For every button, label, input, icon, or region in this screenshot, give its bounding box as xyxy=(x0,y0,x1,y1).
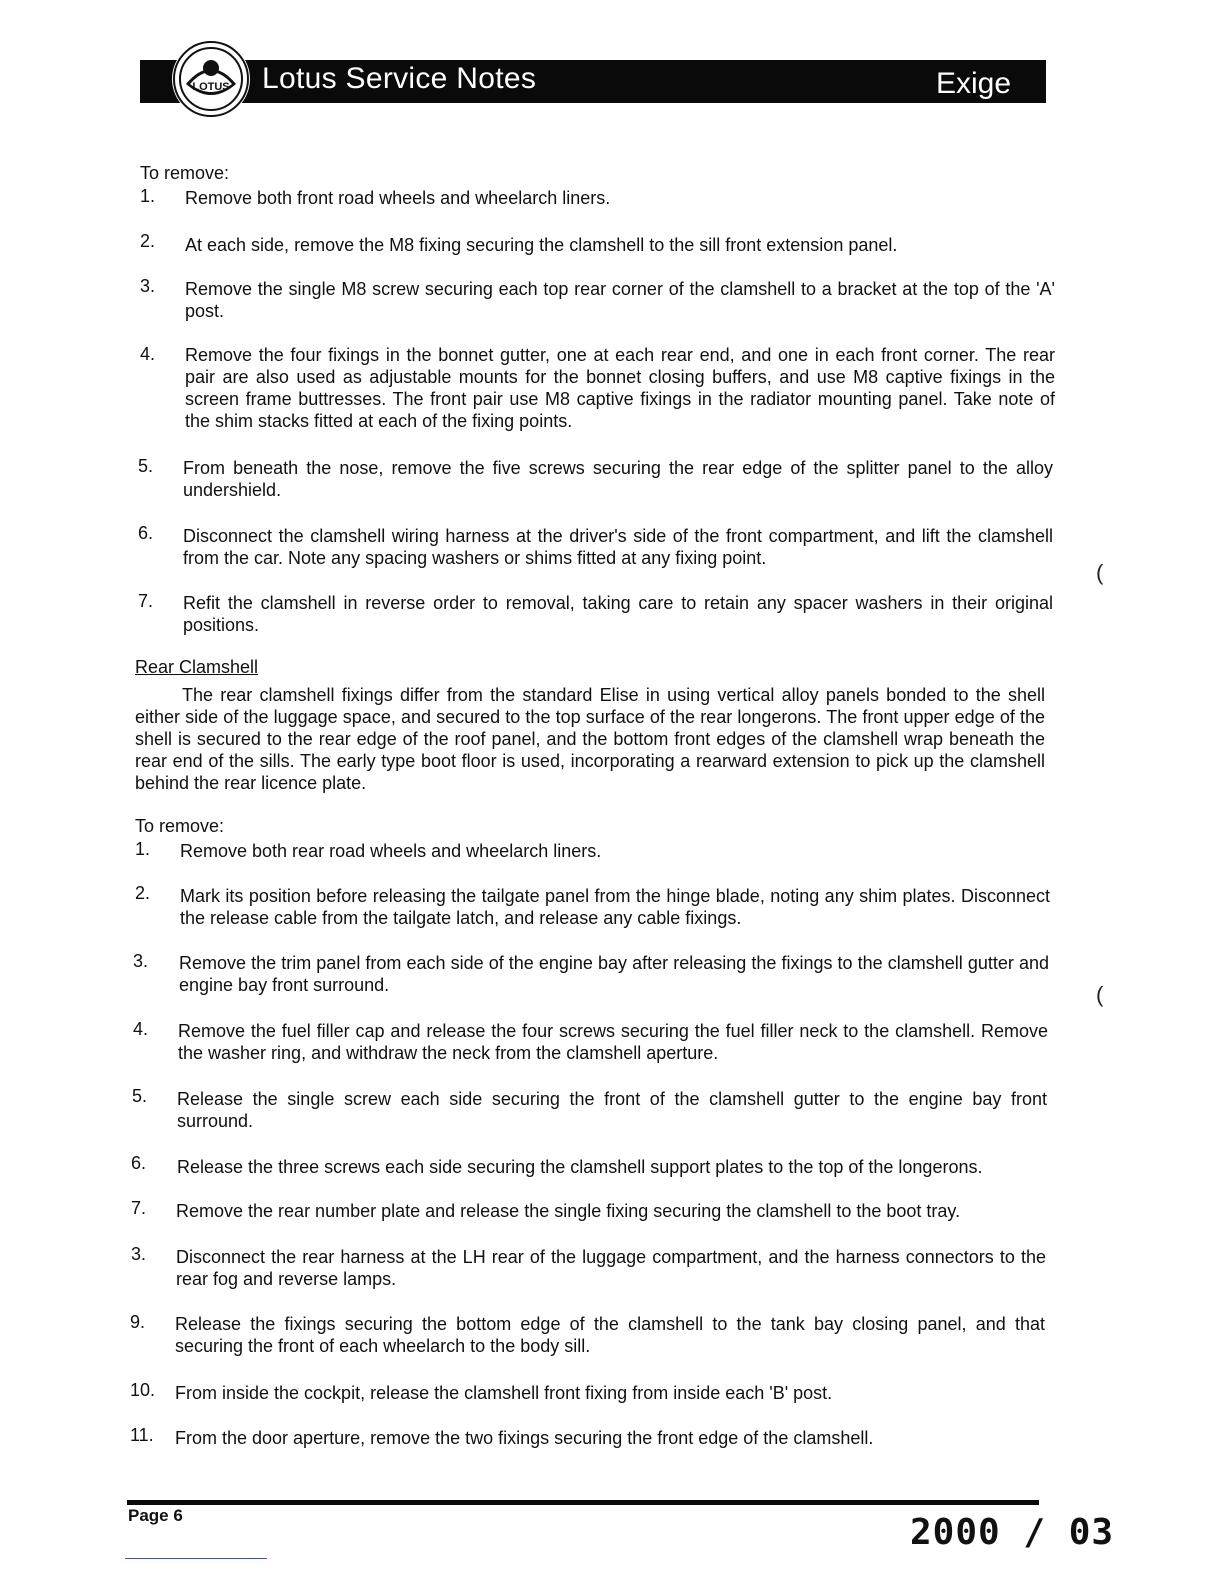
front-item-text: At each side, remove the M8 fixing securing the clamshell to the sill front extension panel. xyxy=(185,235,898,255)
rear-item-text: Mark its position before releasing the tailgate panel from the hinge blade, noting any shim plates. Disconnect the release cable from the tailgate latch, and release any cable fixings. xyxy=(180,886,1050,928)
rear-item-number: 2. xyxy=(135,883,151,903)
rear-item-text: Remove the rear number plate and release the single fixing securing the clamshell to the boot tray. xyxy=(176,1201,961,1221)
front-item-text: Disconnect the clamshell wiring harness at the driver's side of the front compartment, and lift the clamshell from the car. Note any spacing washers or shims fitted at any fixing point. xyxy=(183,526,1053,568)
rear-item-number: 3. xyxy=(131,1244,147,1264)
front-item-number: 3. xyxy=(140,276,156,296)
bottom-underline xyxy=(125,1558,267,1559)
page-number: Page 6 xyxy=(128,1506,183,1525)
footer-rule xyxy=(127,1500,1039,1505)
front-item-text: Remove the single M8 screw securing each top rear corner of the clamshell to a bracket at the top of the 'A' post. xyxy=(185,279,1055,321)
rear-item-text: From the door aperture, remove the two fixings securing the front edge of the clamshell. xyxy=(175,1428,874,1448)
front-to-remove-label: To remove: xyxy=(140,163,230,183)
rear-item-text: Remove the fuel filler cap and release the four screws securing the fuel filler neck to the clamshell. Remove the washer ring, and withdraw the neck from the clamshell aperture. xyxy=(178,1021,1048,1063)
header-model: Exige xyxy=(936,67,1012,100)
rear-item-text: Remove the trim panel from each side of the engine bay after releasing the fixings to the clamshell gutter and engine bay front surround. xyxy=(179,953,1049,995)
rear-intro-paragraph: The rear clamshell fixings differ from the standard Elise in using vertical alloy panels bonded to the shell either side of the luggage space, and secured to the top surface of the rear longerons. The front upper edge of the shell is secured to the rear edge of the roof panel, and the bottom front edges of the clamshell wrap beneath the rear end of the sills. The early type boot floor is used, incorporating a rearward extension to pick up the clamshell behind the rear licence plate. xyxy=(135,685,1045,793)
rear-item-text: Release the three screws each side securing the clamshell support plates to the top of the longerons. xyxy=(177,1157,983,1177)
rear-item-number: 5. xyxy=(132,1086,148,1106)
rear-item-text: Release the single screw each side securing the front of the clamshell gutter to the engine bay front surround. xyxy=(177,1089,1047,1131)
rear-item-number: 9. xyxy=(130,1312,146,1332)
front-item-number: 6. xyxy=(138,523,154,543)
front-item-text: From beneath the nose, remove the five screws securing the rear edge of the splitter panel to the alloy undershield. xyxy=(183,458,1053,500)
front-item-number: 2. xyxy=(140,231,156,251)
rear-item-number: 3. xyxy=(133,951,149,971)
svg-text:LOTUS: LOTUS xyxy=(192,81,230,93)
front-item-number: 5. xyxy=(138,456,154,476)
rear-item-number: 11. xyxy=(130,1425,154,1445)
rear-item-number: 4. xyxy=(133,1019,149,1039)
rear-to-remove-label: To remove: xyxy=(135,816,225,836)
rear-item-number: 1. xyxy=(135,839,151,859)
front-item-text: Refit the clamshell in reverse order to removal, taking care to retain any spacer washers in their original positions. xyxy=(183,593,1053,635)
lotus-logo xyxy=(172,40,250,118)
front-item-text: Remove both front road wheels and wheelarch liners. xyxy=(185,188,611,208)
rear-item-text: Disconnect the rear harness at the LH rear of the luggage compartment, and the harness connectors to the rear fog and reverse lamps. xyxy=(176,1247,1046,1289)
scan-artifact: ( xyxy=(1096,560,1104,585)
front-item-number: 1. xyxy=(140,186,156,206)
scan-artifact: ( xyxy=(1096,982,1104,1007)
edition-number: 2000 / 03 xyxy=(910,1512,1115,1553)
rear-item-number: 7. xyxy=(131,1198,147,1218)
front-item-number: 7. xyxy=(138,591,154,611)
rear-item-text: Release the fixings securing the bottom edge of the clamshell to the tank bay closing panel, and that securing the front of each wheelarch to the body sill. xyxy=(175,1314,1045,1356)
rear-item-text: From inside the cockpit, release the clamshell front fixing from inside each 'B' post. xyxy=(175,1383,833,1403)
rear-item-number: 10. xyxy=(130,1380,156,1400)
rear-clamshell-heading: Rear Clamshell xyxy=(135,657,259,677)
rear-item-number: 6. xyxy=(131,1153,147,1173)
rear-item-text: Remove both rear road wheels and wheelarch liners. xyxy=(180,841,602,861)
front-item-text: Remove the four fixings in the bonnet gutter, one at each rear end, and one in each front corner. The rear pair are also used as adjustable mounts for the bonnet closing buffers, and use M8 captive fixings in the screen frame buttresses. The front pair use M8 captive fixings in the radiator mounting panel. Take note of the shim stacks fitted at each of the fixing points. xyxy=(185,345,1055,431)
front-item-number: 4. xyxy=(140,344,156,364)
header-title: Lotus Service Notes xyxy=(262,62,537,95)
